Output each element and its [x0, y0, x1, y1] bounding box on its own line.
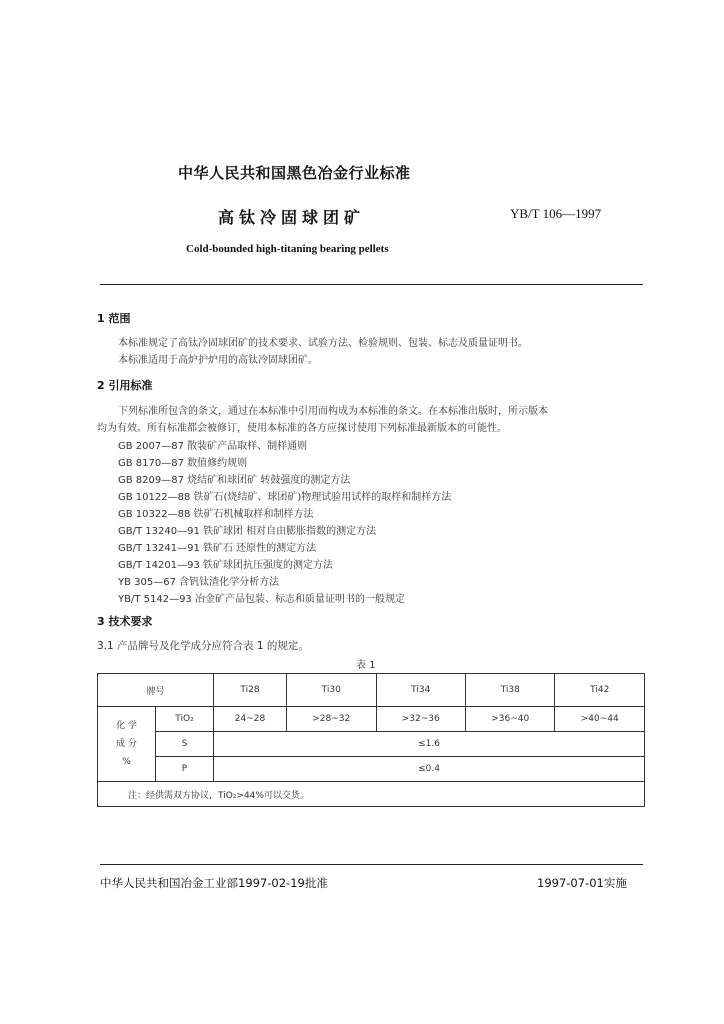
value-cell: >32~36: [376, 707, 465, 732]
value-cell: >36~40: [465, 707, 554, 732]
grade-cell: Ti42: [555, 674, 645, 707]
paragraph: 本标准适用于高炉护炉用的高钛冷固球团矿。: [118, 355, 318, 366]
table-note: 注：经供需双方协议，TiO₂>44%可以交货。: [98, 782, 645, 807]
row-label: P: [156, 757, 214, 782]
composition-table: [97, 673, 645, 807]
reference-item: GB 8209—87 烧结矿和球团矿 转鼓强度的测定方法: [118, 475, 351, 486]
table-caption: 表 1: [356, 660, 376, 671]
grade-header: 牌号: [98, 674, 214, 707]
issuing-organization: 中华人民共和国黑色冶金行业标准: [178, 164, 411, 182]
value-cell: ≤1.6: [214, 732, 645, 757]
label-line: %: [122, 757, 131, 767]
value-cell: ≤0.4: [214, 757, 645, 782]
grade-cell: Ti28: [214, 674, 287, 707]
label-line: 成 分: [116, 739, 137, 749]
reference-item: GB 2007—87 散装矿产品取样、制样通则: [118, 441, 308, 452]
grade-cell: Ti34: [376, 674, 465, 707]
value-cell: 24~28: [214, 707, 287, 732]
approval-info: 中华人民共和国冶金工业部1997-02-19批准: [100, 876, 328, 890]
paragraph: 本标准规定了高钛冷固球团矿的技术要求、试验方法、检验规则、包装、标志及质量证明书。: [118, 338, 528, 349]
reference-item: YB/T 5142—93 冶金矿产品包装、标志和质量证明书的一般规定: [118, 594, 405, 605]
row-label: TiO₂: [156, 707, 214, 732]
reference-item: GB 10122—88 铁矿石(烧结矿、球团矿)物理试验用试样的取样和制样方法: [118, 492, 452, 503]
header-rule: [100, 284, 643, 285]
effective-date: 1997-07-01实施: [537, 876, 627, 890]
grade-cell: Ti38: [465, 674, 554, 707]
grade-cell: Ti30: [287, 674, 376, 707]
section-2-heading: 2 引用标准: [97, 379, 153, 392]
document-title: 高钛冷固球团矿: [218, 208, 366, 227]
paragraph: 3.1 产品牌号及化学成分应符合表 1 的规定。: [97, 640, 309, 652]
reference-item: GB 8170—87 数值修约规则: [118, 458, 248, 469]
paragraph: 下列标准所包含的条文，通过在本标准中引用而构成为本标准的条文。在本标准出版时，所示版本: [118, 406, 548, 417]
section-1-heading: 1 范围: [97, 312, 131, 325]
reference-item: GB/T 14201—93 铁矿球团抗压强度的测定方法: [118, 560, 333, 571]
english-title: Cold-bounded high-titaning bearing pellets: [186, 243, 389, 255]
chemical-composition-label: [98, 707, 156, 782]
reference-item: GB/T 13240—91 铁矿球团 相对自由膨胀指数的测定方法: [118, 526, 377, 537]
label-line: 化 学: [116, 721, 137, 731]
standard-code: YB/T 106—1997: [510, 206, 602, 221]
paragraph: 均为有效。所有标准都会被修订，使用本标准的各方应探讨使用下列标准最新版本的可能性。: [97, 423, 507, 434]
value-cell: >40~44: [555, 707, 645, 732]
footer-rule: [100, 864, 643, 865]
row-label: S: [156, 732, 214, 757]
reference-item: GB/T 13241—91 铁矿石 还原性的测定方法: [118, 543, 317, 554]
value-cell: >28~32: [287, 707, 376, 732]
reference-item: GB 10322—88 铁矿石机械取样和制样方法: [118, 509, 314, 520]
section-3-heading: 3 技术要求: [97, 615, 153, 628]
reference-item: YB 305—67 含钒钛渣化学分析方法: [118, 577, 280, 588]
